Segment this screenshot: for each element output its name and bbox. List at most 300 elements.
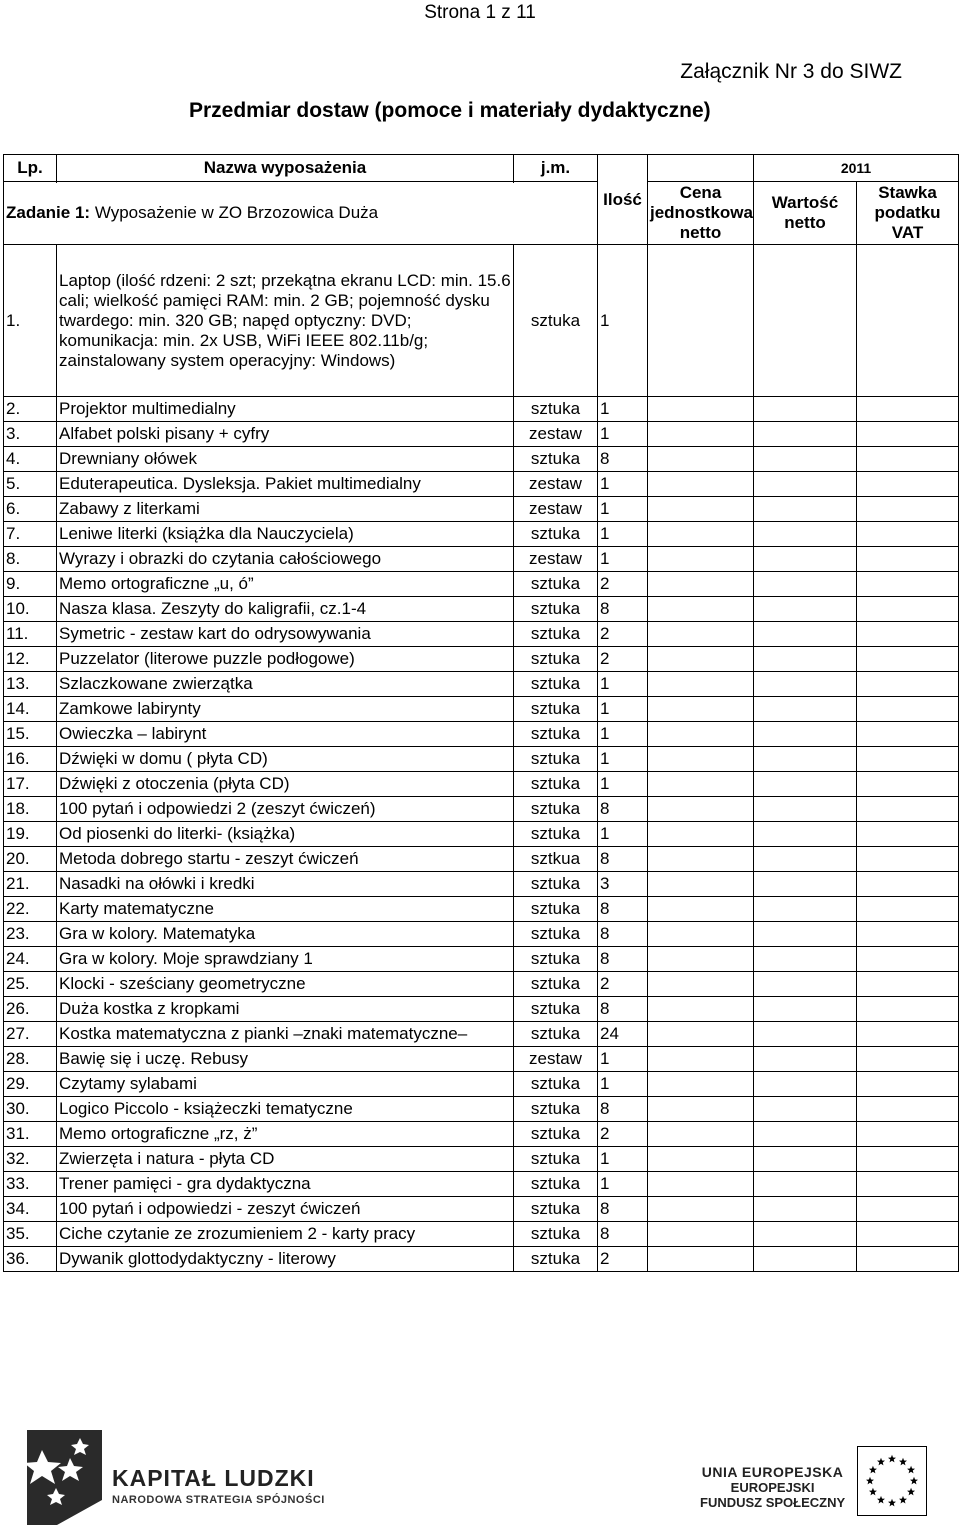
row-value	[754, 822, 857, 847]
table-row	[4, 1147, 959, 1172]
row-name: Puzzelator (literowe puzzle podłogowe)	[57, 647, 514, 672]
row-name: Szlaczkowane zwierzątka	[57, 672, 514, 697]
row-price	[648, 922, 754, 947]
row-vat	[857, 245, 959, 397]
row-qty: 1	[598, 1047, 648, 1072]
table-row	[4, 1072, 959, 1097]
row-name: 100 pytań i odpowiedzi 2 (zeszyt ćwiczeń)	[57, 797, 514, 822]
row-unit: sztuka	[514, 397, 598, 422]
row-vat	[857, 597, 959, 622]
eu-star	[910, 1477, 918, 1485]
row-name: Alfabet polski pisany + cyfry	[57, 422, 514, 447]
row-unit: sztuka	[514, 597, 598, 622]
kl-title: KAPITAŁ LUDZKI	[112, 1465, 315, 1491]
table-row	[4, 422, 959, 447]
row-unit: sztkua	[514, 847, 598, 872]
eu-line3: FUNDUSZ SPOŁECZNY	[700, 1495, 846, 1510]
row-lp: 16.	[4, 747, 57, 772]
kapital-ludzki-text	[112, 1465, 325, 1506]
table-row	[4, 622, 959, 647]
row-name: Czytamy sylabami	[57, 1072, 514, 1097]
table-row	[4, 747, 959, 772]
row-unit: sztuka	[514, 1022, 598, 1047]
row-lp: 34.	[4, 1197, 57, 1222]
row-qty: 1	[598, 1172, 648, 1197]
row-vat	[857, 472, 959, 497]
row-price	[648, 497, 754, 522]
row-lp: 4.	[4, 447, 57, 472]
row-vat	[857, 572, 959, 597]
row-name: Zamkowe labirynty	[57, 697, 514, 722]
row-value	[754, 847, 857, 872]
row-qty: 1	[598, 1147, 648, 1172]
eu-star	[907, 1488, 915, 1496]
row-price	[648, 872, 754, 897]
row-qty: 8	[598, 797, 648, 822]
row-value	[754, 947, 857, 972]
row-lp: 36.	[4, 1247, 57, 1272]
row-vat	[857, 1197, 959, 1222]
row-qty: 8	[598, 1097, 648, 1122]
row-value	[754, 972, 857, 997]
table-row	[4, 922, 959, 947]
row-price	[648, 1097, 754, 1122]
page-number: Strona 1 z 11	[424, 2, 536, 23]
row-unit: sztuka	[514, 1247, 598, 1272]
row-name: Owieczka – labirynt	[57, 722, 514, 747]
row-price	[648, 647, 754, 672]
table-body	[4, 245, 959, 1272]
row-unit: sztuka	[514, 1222, 598, 1247]
table-row	[4, 897, 959, 922]
row-name: Trener pamięci - gra dydaktyczna	[57, 1172, 514, 1197]
row-qty: 8	[598, 947, 648, 972]
row-qty: 1	[598, 522, 648, 547]
row-vat	[857, 1147, 959, 1172]
row-name: Klocki - sześciany geometryczne	[57, 972, 514, 997]
header-vat: Stawka podatku VAT	[857, 182, 959, 245]
row-price	[648, 597, 754, 622]
table-row	[4, 772, 959, 797]
row-unit: sztuka	[514, 722, 598, 747]
row-vat	[857, 1247, 959, 1272]
row-price	[648, 397, 754, 422]
row-unit: sztuka	[514, 797, 598, 822]
row-unit: sztuka	[514, 522, 598, 547]
row-price	[648, 472, 754, 497]
table-row	[4, 1197, 959, 1222]
row-unit: sztuka	[514, 897, 598, 922]
header-unit: j.m.	[514, 155, 598, 182]
section-label: Zadanie 1:	[6, 203, 91, 222]
row-name: Bawię się i uczę. Rebusy	[57, 1047, 514, 1072]
row-price	[648, 997, 754, 1022]
row-qty: 1	[598, 822, 648, 847]
eu-star	[869, 1488, 877, 1496]
row-price	[648, 1122, 754, 1147]
row-price	[648, 245, 754, 397]
row-value	[754, 722, 857, 747]
table-row	[4, 672, 959, 697]
row-price	[648, 672, 754, 697]
eu-star	[899, 1458, 907, 1466]
row-price	[648, 1197, 754, 1222]
row-value	[754, 772, 857, 797]
header-blank	[648, 155, 754, 182]
table-row	[4, 497, 959, 522]
table-row	[4, 472, 959, 497]
row-vat	[857, 522, 959, 547]
eu-star	[907, 1466, 915, 1474]
table-row	[4, 1172, 959, 1197]
row-price	[648, 522, 754, 547]
table-row	[4, 1047, 959, 1072]
row-value	[754, 1197, 857, 1222]
row-lp: 17.	[4, 772, 57, 797]
row-qty: 1	[598, 422, 648, 447]
row-qty: 8	[598, 847, 648, 872]
row-qty: 2	[598, 647, 648, 672]
row-qty: 8	[598, 922, 648, 947]
row-vat	[857, 447, 959, 472]
row-qty: 24	[598, 1022, 648, 1047]
row-price	[648, 622, 754, 647]
row-vat	[857, 1047, 959, 1072]
row-name: 100 pytań i odpowiedzi - zeszyt ćwiczeń	[57, 1197, 514, 1222]
equipment-table	[3, 154, 959, 1272]
row-qty: 1	[598, 772, 648, 797]
row-name: Memo ortograficzne „rz, ż”	[57, 1122, 514, 1147]
row-value	[754, 547, 857, 572]
eu-star	[877, 1496, 885, 1504]
row-value	[754, 447, 857, 472]
row-lp: 29.	[4, 1072, 57, 1097]
row-lp: 15.	[4, 722, 57, 747]
row-vat	[857, 922, 959, 947]
table-row	[4, 647, 959, 672]
row-lp: 8.	[4, 547, 57, 572]
row-qty: 2	[598, 972, 648, 997]
row-qty: 8	[598, 1197, 648, 1222]
row-unit: sztuka	[514, 872, 598, 897]
row-name: Dywanik glottodydaktyczny - literowy	[57, 1247, 514, 1272]
row-vat	[857, 497, 959, 522]
row-price	[648, 722, 754, 747]
row-price	[648, 1222, 754, 1247]
row-value	[754, 1147, 857, 1172]
row-price	[648, 822, 754, 847]
row-price	[648, 422, 754, 447]
table-row	[4, 1222, 959, 1247]
row-qty: 2	[598, 1247, 648, 1272]
row-lp: 33.	[4, 1172, 57, 1197]
kapital-ludzki-logo-icon	[22, 1430, 104, 1525]
header-lp: Lp.	[4, 155, 57, 182]
row-vat	[857, 747, 959, 772]
table-row	[4, 447, 959, 472]
row-lp: 22.	[4, 897, 57, 922]
row-unit: zestaw	[514, 472, 598, 497]
row-qty: 2	[598, 622, 648, 647]
row-price	[648, 1247, 754, 1272]
row-unit: zestaw	[514, 422, 598, 447]
row-unit: sztuka	[514, 1172, 598, 1197]
row-value	[754, 622, 857, 647]
row-price	[648, 847, 754, 872]
row-price	[648, 547, 754, 572]
row-name: Leniwe literki (książka dla Nauczyciela)	[57, 522, 514, 547]
row-price	[648, 1022, 754, 1047]
table-row	[4, 1097, 959, 1122]
table-row	[4, 972, 959, 997]
eu-star	[888, 1499, 896, 1507]
eu-star	[869, 1466, 877, 1474]
row-name: Zabawy z literkami	[57, 497, 514, 522]
eu-star	[888, 1455, 896, 1463]
eu-line2: EUROPEJSKI	[730, 1480, 815, 1495]
row-lp: 2.	[4, 397, 57, 422]
row-qty: 1	[598, 672, 648, 697]
row-value	[754, 897, 857, 922]
row-name: Wyrazy i obrazki do czytania całościowego	[57, 547, 514, 572]
row-unit: sztuka	[514, 997, 598, 1022]
row-lp: 7.	[4, 522, 57, 547]
row-unit: sztuka	[514, 772, 598, 797]
table-row	[4, 597, 959, 622]
row-qty: 8	[598, 997, 648, 1022]
row-unit: zestaw	[514, 547, 598, 572]
row-vat	[857, 622, 959, 647]
row-vat	[857, 1097, 959, 1122]
row-lp: 32.	[4, 1147, 57, 1172]
row-price	[648, 897, 754, 922]
row-unit: sztuka	[514, 1122, 598, 1147]
row-value	[754, 1022, 857, 1047]
row-value	[754, 497, 857, 522]
row-name: Gra w kolory. Moje sprawdziany 1	[57, 947, 514, 972]
row-value	[754, 472, 857, 497]
row-unit: sztuka	[514, 647, 598, 672]
row-vat	[857, 1022, 959, 1047]
table-row	[4, 947, 959, 972]
row-unit: zestaw	[514, 497, 598, 522]
row-lp: 3.	[4, 422, 57, 447]
row-name: Eduterapeutica. Dysleksja. Pakiet multimedialny	[57, 472, 514, 497]
row-vat	[857, 772, 959, 797]
row-name: Ciche czytanie ze zrozumieniem 2 - karty pracy	[57, 1222, 514, 1247]
row-vat	[857, 1072, 959, 1097]
row-name: Laptop (ilość rdzeni: 2 szt; przekątna ekranu LCD: min. 15.6 cali; wielkość pamięci RAM: min. 2 GB; pojemność dysku twardego: min. 320 GB; napęd optyczny: DVD; komunikacja: min. 2x USB, WiFi IEEE 802.11b/g; zainstalowany system operacyjny: Windows)	[57, 245, 514, 397]
row-name: Metoda dobrego startu - zeszyt ćwiczeń	[57, 847, 514, 872]
row-qty: 1	[598, 1072, 648, 1097]
row-lp: 11.	[4, 622, 57, 647]
table-row	[4, 1122, 959, 1147]
row-lp: 31.	[4, 1122, 57, 1147]
row-unit: sztuka	[514, 747, 598, 772]
row-qty: 8	[598, 447, 648, 472]
row-vat	[857, 672, 959, 697]
row-unit: sztuka	[514, 572, 598, 597]
header-value: Wartość netto	[754, 182, 857, 245]
row-vat	[857, 947, 959, 972]
row-qty: 1	[598, 722, 648, 747]
header-price: Cena jednostkowa netto	[648, 182, 754, 245]
row-vat	[857, 647, 959, 672]
header-year: 2011	[754, 155, 959, 182]
row-unit: sztuka	[514, 947, 598, 972]
row-qty: 1	[598, 245, 648, 397]
row-vat	[857, 822, 959, 847]
row-value	[754, 1097, 857, 1122]
row-unit: sztuka	[514, 922, 598, 947]
row-price	[648, 972, 754, 997]
row-unit: sztuka	[514, 822, 598, 847]
row-price	[648, 1072, 754, 1097]
row-name: Dźwięki w domu ( płyta CD)	[57, 747, 514, 772]
row-value	[754, 1122, 857, 1147]
row-vat	[857, 397, 959, 422]
header-name: Nazwa wyposażenia	[57, 155, 514, 182]
row-value	[754, 1247, 857, 1272]
table-row	[4, 797, 959, 822]
row-lp: 23.	[4, 922, 57, 947]
row-value	[754, 572, 857, 597]
row-value	[754, 672, 857, 697]
row-value	[754, 597, 857, 622]
row-vat	[857, 547, 959, 572]
row-price	[648, 772, 754, 797]
table-row	[4, 722, 959, 747]
row-price	[648, 747, 754, 772]
row-vat	[857, 972, 959, 997]
row-lp: 26.	[4, 997, 57, 1022]
table-row	[4, 997, 959, 1022]
row-value	[754, 997, 857, 1022]
row-name: Dźwięki z otoczenia (płyta CD)	[57, 772, 514, 797]
row-vat	[857, 847, 959, 872]
row-price	[648, 572, 754, 597]
row-qty: 1	[598, 397, 648, 422]
row-name: Drewniany ołówek	[57, 447, 514, 472]
row-price	[648, 447, 754, 472]
row-lp: 9.	[4, 572, 57, 597]
row-lp: 14.	[4, 697, 57, 722]
row-value	[754, 922, 857, 947]
row-qty: 1	[598, 747, 648, 772]
row-lp: 12.	[4, 647, 57, 672]
row-value	[754, 747, 857, 772]
row-price	[648, 1047, 754, 1072]
row-unit: sztuka	[514, 622, 598, 647]
row-qty: 1	[598, 547, 648, 572]
row-value	[754, 872, 857, 897]
eu-text	[700, 1464, 845, 1510]
table-row	[4, 1022, 959, 1047]
row-value	[754, 647, 857, 672]
row-vat	[857, 997, 959, 1022]
row-name: Symetric - zestaw kart do odrysowywania	[57, 622, 514, 647]
row-value	[754, 1222, 857, 1247]
table-row	[4, 697, 959, 722]
table-row	[4, 245, 959, 397]
row-unit: sztuka	[514, 447, 598, 472]
row-qty: 8	[598, 1222, 648, 1247]
row-qty: 2	[598, 572, 648, 597]
row-qty: 1	[598, 497, 648, 522]
row-name: Nasza klasa. Zeszyty do kaligrafii, cz.1-4	[57, 597, 514, 622]
row-value	[754, 1072, 857, 1097]
row-name: Gra w kolory. Matematyka	[57, 922, 514, 947]
row-name: Karty matematyczne	[57, 897, 514, 922]
row-price	[648, 697, 754, 722]
row-value	[754, 422, 857, 447]
eu-star	[899, 1496, 907, 1504]
row-unit: sztuka	[514, 1097, 598, 1122]
table-row	[4, 397, 959, 422]
row-unit: sztuka	[514, 672, 598, 697]
row-vat	[857, 697, 959, 722]
row-lp: 1.	[4, 245, 57, 397]
row-vat	[857, 1122, 959, 1147]
table-row	[4, 822, 959, 847]
row-name: Od piosenki do literki- (książka)	[57, 822, 514, 847]
table-row	[4, 1247, 959, 1272]
row-value	[754, 697, 857, 722]
row-vat	[857, 872, 959, 897]
row-qty: 1	[598, 697, 648, 722]
row-vat	[857, 1172, 959, 1197]
row-unit: sztuka	[514, 972, 598, 997]
row-name: Zwierzęta i natura - płyta CD	[57, 1147, 514, 1172]
row-name: Nasadki na ołówki i kredki	[57, 872, 514, 897]
annex-label: Załącznik Nr 3 do SIWZ	[680, 60, 902, 83]
section-text: Wyposażenie w ZO Brzozowica Duża	[94, 203, 379, 222]
document-title: Przedmiar dostaw (pomoce i materiały dydaktyczne)	[189, 99, 711, 122]
row-lp: 27.	[4, 1022, 57, 1047]
row-lp: 19.	[4, 822, 57, 847]
row-lp: 10.	[4, 597, 57, 622]
row-price	[648, 1147, 754, 1172]
row-price	[648, 947, 754, 972]
table-row	[4, 522, 959, 547]
row-unit: sztuka	[514, 1197, 598, 1222]
row-unit: sztuka	[514, 245, 598, 397]
row-lp: 5.	[4, 472, 57, 497]
row-unit: sztuka	[514, 1072, 598, 1097]
eu-star	[866, 1477, 874, 1485]
row-qty: 8	[598, 597, 648, 622]
row-vat	[857, 722, 959, 747]
row-lp: 28.	[4, 1047, 57, 1072]
row-value	[754, 797, 857, 822]
row-vat	[857, 422, 959, 447]
row-lp: 25.	[4, 972, 57, 997]
eu-star	[877, 1458, 885, 1466]
row-unit: sztuka	[514, 1147, 598, 1172]
row-lp: 21.	[4, 872, 57, 897]
row-lp: 35.	[4, 1222, 57, 1247]
row-name: Projektor multimedialny	[57, 397, 514, 422]
row-name: Memo ortograficzne „u, ó”	[57, 572, 514, 597]
table-row	[4, 547, 959, 572]
row-lp: 30.	[4, 1097, 57, 1122]
eu-line1: UNIA EUROPEJSKA	[701, 1464, 844, 1480]
row-price	[648, 1172, 754, 1197]
row-value	[754, 245, 857, 397]
row-qty: 2	[598, 1122, 648, 1147]
row-qty: 1	[598, 472, 648, 497]
footer-logos	[0, 1410, 960, 1532]
